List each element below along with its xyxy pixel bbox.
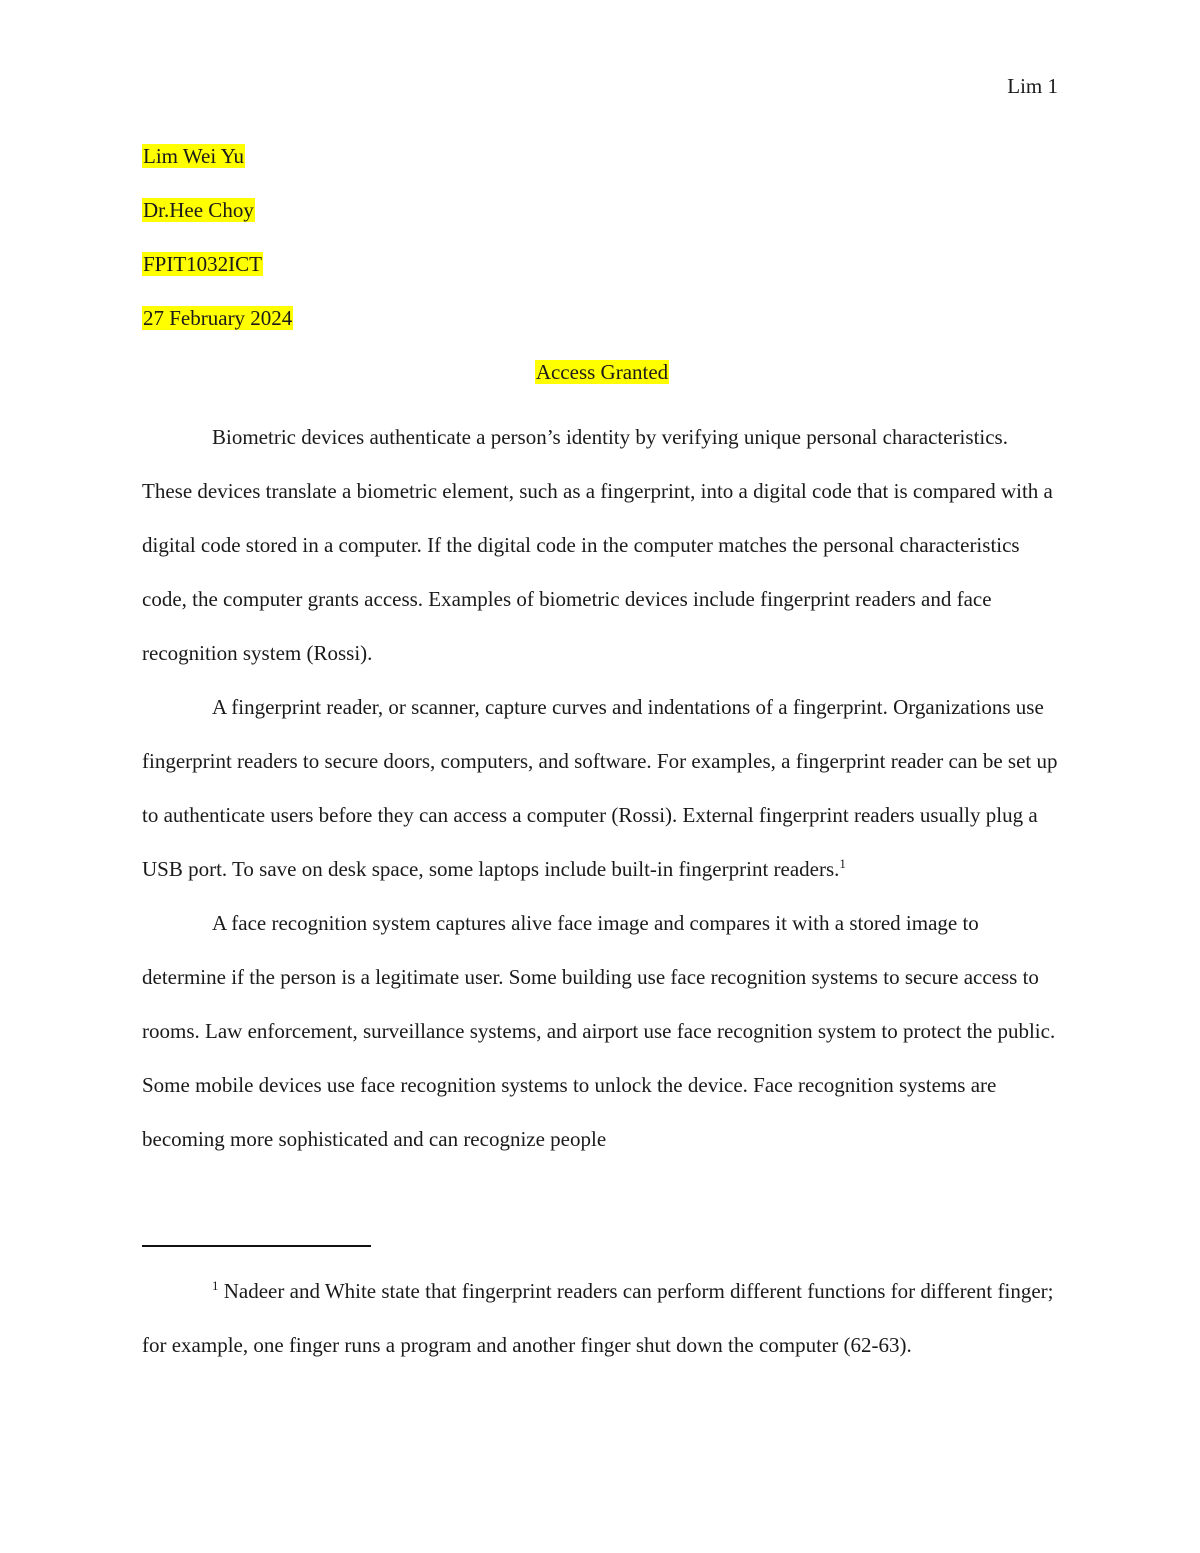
footnote-marker: 1	[212, 1278, 219, 1293]
document-title: Access Granted	[535, 360, 669, 384]
heading-author-line	[142, 140, 1062, 194]
paragraph-3-text: A face recognition system captures alive face image and compares it with a stored image to determine if the person is a legitimate user. Some building use face recognition systems to secure access to rooms. Law enforcement, surveillance systems, and airport use face recognition system to protect the public. Some mobile devices use face recognition systems to unlock the device. Face recognition systems are becoming more sophisticated and can recognize people	[142, 911, 1056, 1151]
footnote	[142, 1264, 1062, 1372]
footnote-reference[interactable]: 1	[839, 856, 846, 871]
title-line	[142, 356, 1062, 410]
heading-instructor: Dr.Hee Choy	[143, 198, 254, 222]
paragraph-1	[142, 410, 1062, 680]
running-header: Lim 1	[1007, 74, 1058, 98]
footnote-separator	[142, 1245, 371, 1247]
paragraph-1-text: Biometric devices authenticate a person’s identity by verifying unique personal characteristics. These devices translate a biometric element, such as a fingerprint, into a digital code that is compared with a digital code stored in a computer. If the digital code in the computer matches the personal characteristics code, the computer grants access. Examples of biometric devices include fingerprint readers and face recognition system (Rossi).	[142, 425, 1053, 665]
heading-instructor-line	[142, 194, 1062, 248]
heading-author: Lim Wei Yu	[143, 144, 244, 168]
document-body	[142, 140, 1062, 1166]
heading-course-line	[142, 248, 1062, 302]
footnote-text: Nadeer and White state that fingerprint readers can perform different functions for different finger; for example, one finger runs a program and another finger shut down the computer (62-63).	[142, 1279, 1054, 1357]
paragraph-3	[142, 896, 1062, 1166]
heading-date-line	[142, 302, 1062, 356]
heading-course: FPIT1032ICT	[143, 252, 263, 276]
paragraph-2	[142, 680, 1062, 896]
heading-date: 27 February 2024	[143, 306, 293, 330]
paragraph-2-text: A fingerprint reader, or scanner, capture curves and indentations of a fingerprint. Organizations use fingerprint readers to secure doors, computers, and software. For examples, a fingerprint reader can be set up to authenticate users before they can access a computer (Rossi). External fingerprint readers usually plug a USB port. To save on desk space, some laptops include built-in fingerprint readers.	[142, 695, 1058, 881]
